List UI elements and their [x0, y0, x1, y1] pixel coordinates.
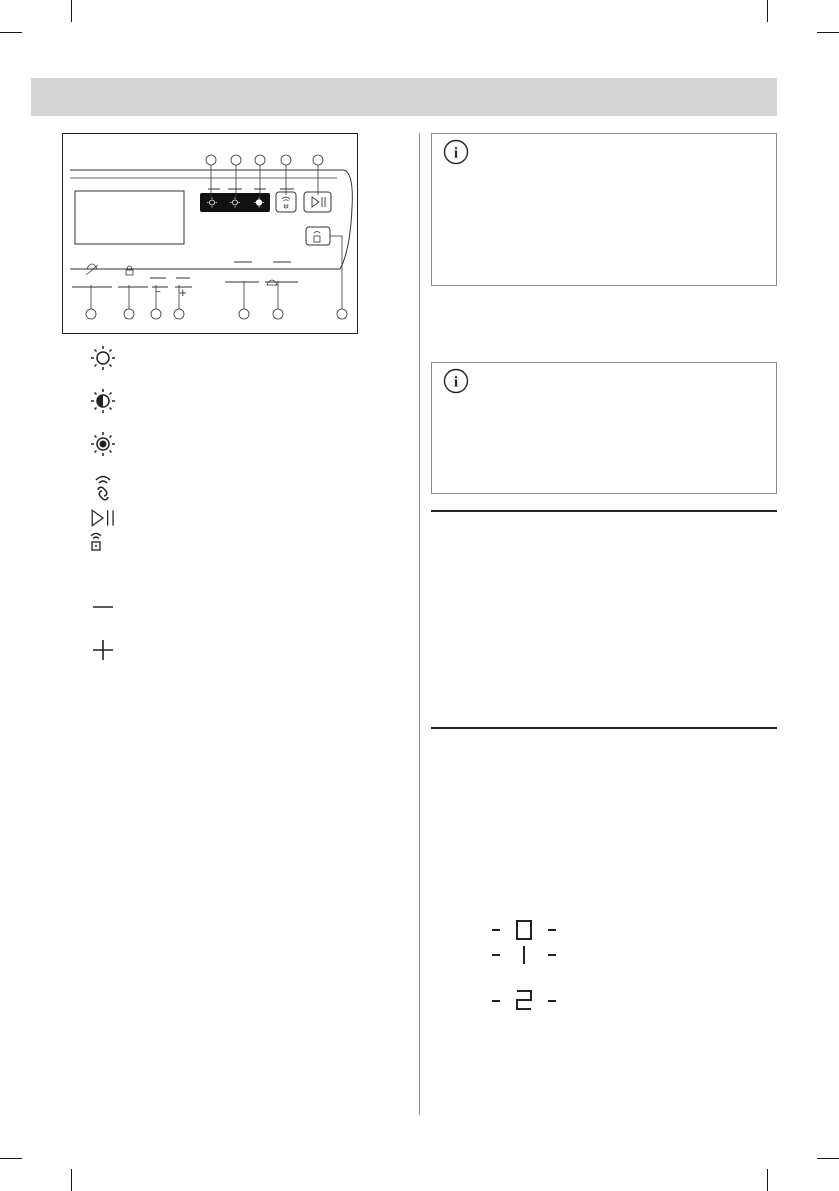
sun-half-icon: [86, 384, 120, 418]
info-note-box-1: [431, 133, 777, 286]
crop-mark-bottom-left-h: [0, 1158, 22, 1159]
control-panel-drawing: [62, 133, 358, 334]
crop-mark-top-left-h: [0, 32, 22, 33]
section-rule-1: [431, 510, 777, 512]
wifi-link-icon: [86, 470, 120, 504]
minus-label: −: [155, 287, 161, 298]
display-window: [75, 191, 184, 244]
minus-icon: [86, 590, 120, 624]
play-pause-button: [304, 192, 331, 212]
crop-mark-bottom-left-v: [71, 1169, 72, 1191]
plus-label: +: [179, 285, 187, 300]
display-code-0: [490, 918, 560, 942]
sun-full-icon: [86, 427, 120, 461]
section-rule-2: [431, 727, 777, 729]
info-icon: [443, 368, 469, 394]
crop-mark-top-right-v: [767, 0, 768, 22]
crop-mark-bottom-right-v: [767, 1169, 768, 1191]
info-note-box-2: [431, 362, 777, 494]
display-code-1: [490, 943, 560, 967]
column-divider: [419, 133, 420, 1115]
plus-icon: [86, 633, 120, 667]
crop-mark-bottom-right-h: [817, 1158, 839, 1159]
section-header-bar: [31, 78, 777, 116]
wifi-remote-icon: [86, 529, 120, 563]
svg-text:i: i: [453, 145, 459, 162]
crop-mark-top-left-v: [71, 0, 72, 22]
display-code-2: [490, 988, 560, 1012]
crop-mark-top-right-h: [817, 32, 839, 33]
info-icon: [443, 139, 469, 165]
svg-text:i: i: [453, 374, 459, 391]
sun-low-icon: [86, 341, 120, 375]
